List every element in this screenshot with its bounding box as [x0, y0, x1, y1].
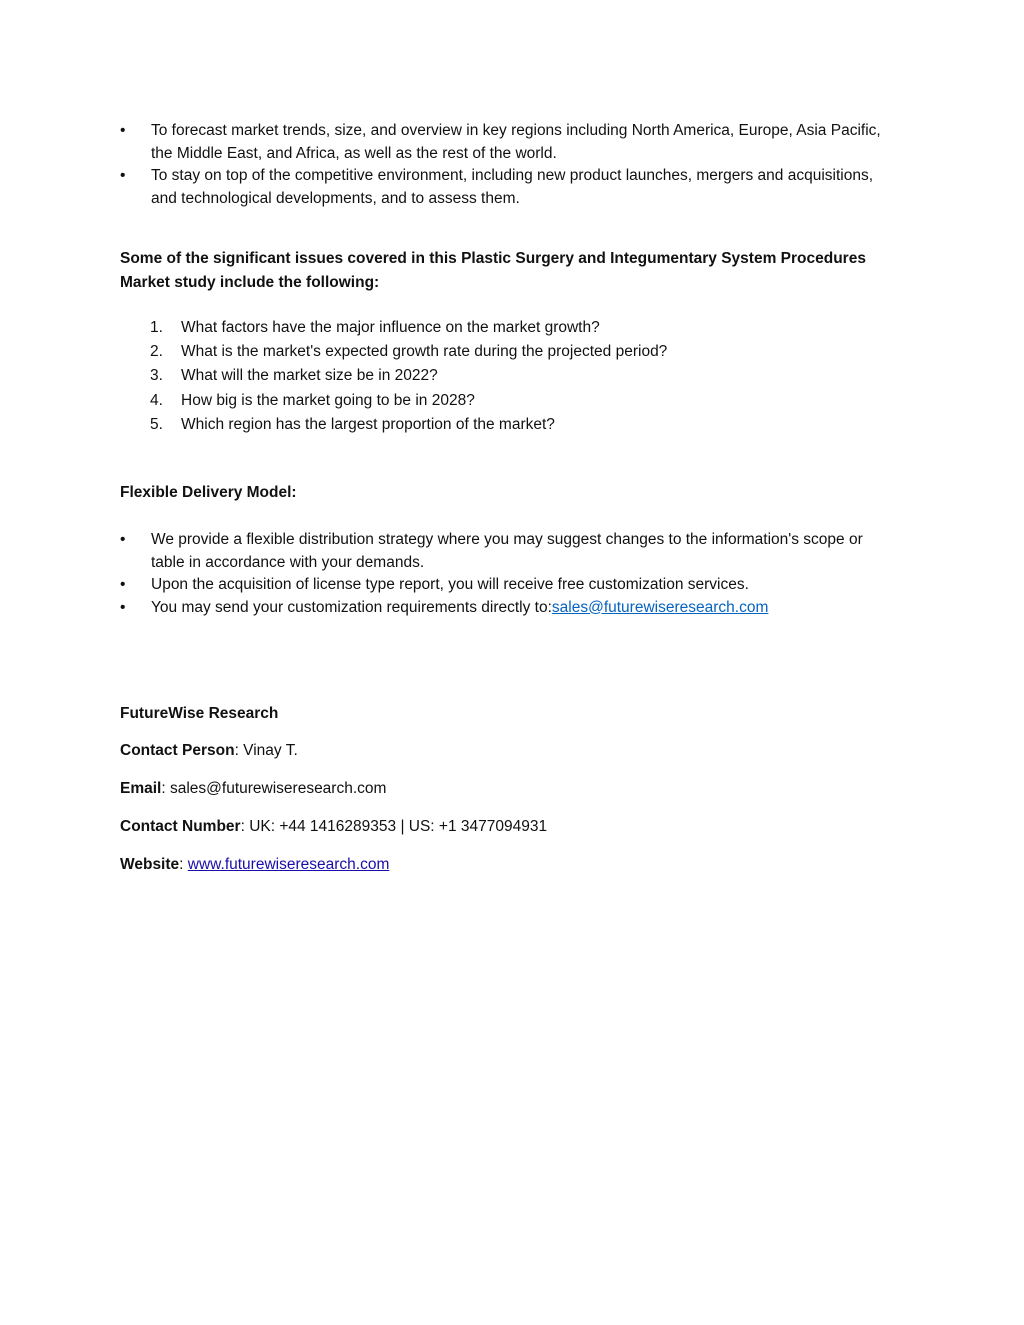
list-item — [150, 340, 890, 364]
website-separator: : — [179, 856, 188, 873]
list-item-text: Which region has the largest proportion of the market? — [181, 415, 555, 433]
delivery-heading: Flexible Delivery Model: — [120, 484, 297, 501]
list-number: 5. — [150, 415, 163, 433]
list-item — [120, 574, 900, 597]
company-name: FutureWise Research — [120, 705, 279, 722]
website-link[interactable]: www.futurewiseresearch.com — [187, 856, 390, 873]
list-item — [150, 389, 890, 413]
objectives-list — [120, 120, 900, 210]
contact-number-value: : UK: +44 1416289353 | US: +1 3477094931 — [240, 818, 548, 835]
list-item — [150, 316, 890, 340]
issues-heading: Some of the significant issues covered in this Plastic Surgery and Integumentary System Procedures Market study include the following: — [120, 250, 866, 291]
list-number: 2. — [150, 343, 163, 361]
email-value: : sales@futurewiseresearch.com — [161, 780, 387, 797]
bullet-icon: • — [120, 531, 126, 548]
website-line — [120, 854, 900, 876]
email-link[interactable]: sales@futurewiseresearch.com — [551, 598, 769, 616]
list-number: 4. — [150, 391, 163, 409]
list-item-text: What will the market size be in 2022? — [181, 367, 438, 385]
list-item — [120, 120, 900, 165]
delivery-list — [120, 529, 900, 619]
contact-person-line — [120, 740, 900, 762]
list-item-text: To forecast market trends, size, and overview in key regions including North America, Europe, Asia Pacific, the Middle East, and Africa, as well as the rest of the world. — [151, 122, 881, 162]
contact-number-line — [120, 816, 900, 838]
list-item — [150, 413, 890, 437]
contact-person-label: Contact Person — [120, 742, 235, 759]
issues-questions-list — [150, 316, 890, 437]
list-number: 1. — [150, 319, 163, 336]
email-line — [120, 778, 900, 800]
bullet-icon: • — [120, 167, 126, 184]
list-item — [150, 364, 890, 388]
list-item-text: To stay on top of the competitive environment, including new product launches, mergers and acquisitions, and technological developments, and to assess them. — [151, 167, 874, 207]
website-label: Website — [120, 856, 180, 873]
bullet-icon: • — [120, 598, 126, 616]
list-item-text: What factors have the major influence on the market growth? — [181, 319, 600, 336]
list-item — [120, 165, 900, 210]
list-item-text: We provide a flexible distribution strategy where you may suggest changes to the information's scope or table in accordance with your demands. — [151, 531, 863, 571]
list-number: 3. — [150, 367, 163, 385]
list-item-text: What is the market's expected growth rate during the projected period? — [181, 343, 668, 361]
list-item-text: Upon the acquisition of license type report, you will receive free customization services. — [151, 576, 749, 593]
contact-number-label: Contact Number — [120, 818, 241, 835]
list-item-text: How big is the market going to be in 2028? — [181, 391, 475, 409]
list-item — [120, 529, 900, 574]
email-label: Email — [120, 780, 162, 797]
list-item-text: You may send your customization requirements directly to: — [151, 598, 552, 616]
bullet-icon: • — [120, 576, 126, 593]
contact-person-value: : Vinay T. — [234, 742, 298, 759]
bullet-icon: • — [120, 122, 126, 139]
list-item — [120, 597, 900, 620]
